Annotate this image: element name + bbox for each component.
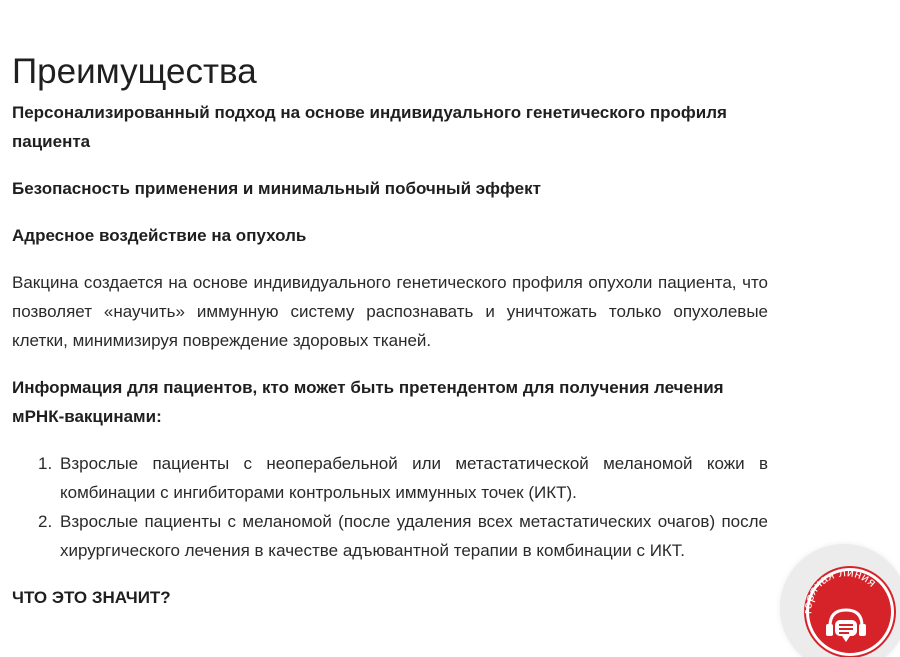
criteria-text: Взрослые пациенты с меланомой (после удаления всех метастатических очагов) после хирургического лечения в качестве адъювантной терапии в комбинации с ИКТ. xyxy=(60,512,768,560)
benefit-targeted: Адресное воздействие на опухоль xyxy=(12,226,307,245)
hotline-label-arc xyxy=(780,544,900,657)
criteria-number: 1. xyxy=(38,454,53,473)
patients-heading: Информация для пациентов, кто может быть претендентом для получения лечения мРНК-вакцинами: xyxy=(12,378,724,426)
hotline-label: горячая линия xyxy=(800,565,880,615)
benefit-personalized: Персонализированный подход на основе индивидуального генетического профиля пациента xyxy=(12,103,727,151)
what-it-means-heading: ЧТО ЭТО ЗНАЧИТ? xyxy=(12,588,171,607)
criteria-text: Взрослые пациенты с неоперабельной или метастатической меланомой кожи в комбинации с ингибиторами контрольных иммунных точек (ИКТ). xyxy=(60,454,768,502)
benefit-safety: Безопасность применения и минимальный побочный эффект xyxy=(12,179,541,198)
main-content xyxy=(12,48,768,630)
criteria-list xyxy=(12,449,768,565)
criteria-item xyxy=(12,507,768,565)
chat-headset-icon xyxy=(826,610,866,642)
criteria-item xyxy=(12,449,768,507)
hotline-button[interactable] xyxy=(780,544,900,657)
svg-text:горячая линия xyxy=(800,565,879,614)
page-title: Преимущества xyxy=(12,52,257,91)
criteria-number: 2. xyxy=(38,512,53,531)
vaccine-description: Вакцина создается на основе индивидуального генетического профиля опухоли пациента, что позволяет «научить» иммунную систему распознавать и уничтожать только опухолевые клетки, минимизируя повреждение здоровых тканей. xyxy=(12,273,768,350)
